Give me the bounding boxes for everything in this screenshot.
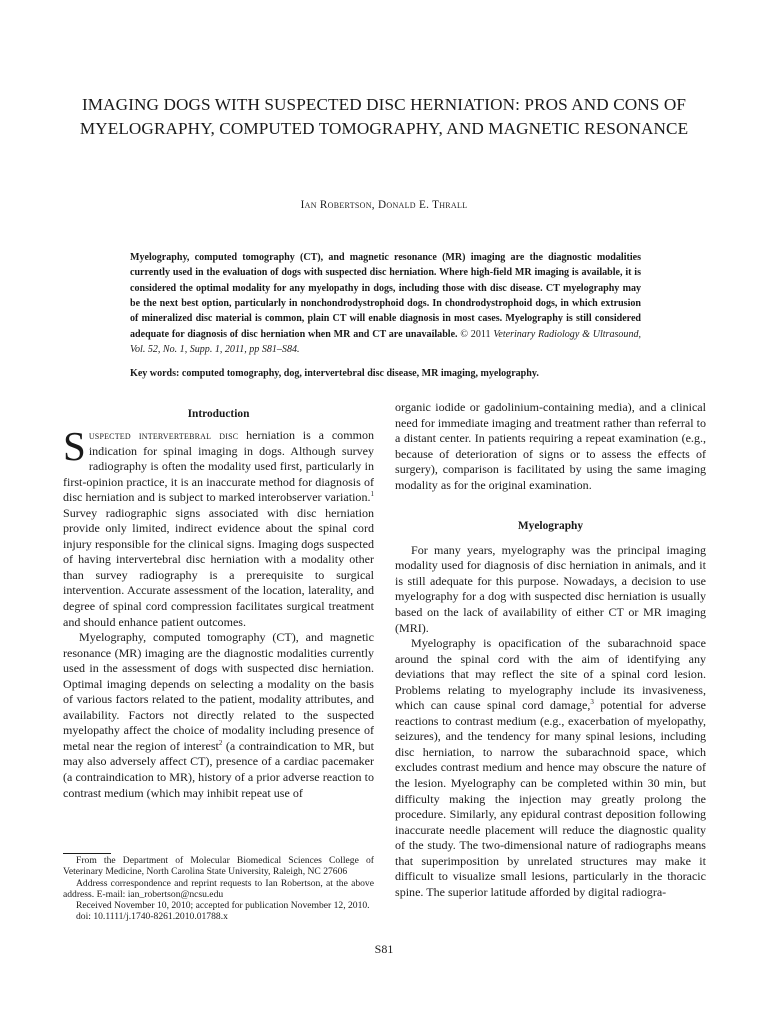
footnote-divider (63, 853, 111, 854)
page-number: S81 (374, 942, 394, 956)
intro-paragraph-2-continued: organic iodide or gadolinium-containing media), and a clinical need for immediate imaging and treatment rather than referral to a distant center. In patients requiring a repeat examination (e.g., because of deterioration of signs or to assess the effects of surgery), comparison is facilitated by using the same imaging modality as for the original examination. (395, 400, 706, 492)
right-column (395, 400, 706, 900)
intro-paragraph-1 (63, 423, 374, 630)
footnote-correspondence: Address correspondence and reprint requests to Ian Robertson, at the above address. E-mail: ian_robertson@ncsu.edu (63, 877, 374, 900)
footnote-received: Received November 10, 2010; accepted for publication November 12, 2010. (76, 900, 370, 912)
abstract (130, 250, 641, 357)
intro-text-1-end: Survey radiographic signs associated with disc herniation provide only limited, indirect evidence about the spinal cord injury responsible for the clinical signs. Imaging dogs suspected of having intervertebral disc herniation with a modality other than survey radiography is a prerequisite to surgical intervention. Accurate assessment of the location, laterality, and degree of spinal cord compression facilitates surgical treatment and should enhance patient outcomes. (63, 505, 374, 629)
footnote-doi: doi: 10.1111/j.1740-8261.2010.01788.x (76, 911, 228, 923)
drop-cap: S (63, 423, 86, 469)
footnote-affiliation: From the Department of Molecular Biomedical Sciences College of Veterinary Medicine, North Carolina State University, Raleigh, NC 27606 (63, 855, 374, 878)
author-list: Ian Robertson, Donald E. Thrall (300, 199, 468, 211)
myelo-text-2b: potential for adverse reactions to contrast medium (e.g., exacerbation of myelopathy, seizures), and the tendency for many spinal lesions, including disc herniation, to narrow the subarachnoid space, which excludes contrast medium and hence may obscure the nature of the lesion. Myelography can be completed within 30 min, but difficulty making the injection may greatly prolong the procedure. Similarly, any epidural contrast deposition following inaccurate needle placement will reduce the diagnostic quality of the study. The two-dimensional nature of radiographs means that superimposition by unrelated structures may make it difficult to visualize small lesions, particularly in the thoracic spine. The superior latitude afforded by digital radiogra- (395, 698, 706, 899)
myelo-paragraph-1: For many years, myelography was the principal imaging modality used for diagnosis of disc herniation in animals, and it is still adequate for this purpose. Nowadays, a decision to use myelography for a dog with suspected disc herniation is usually based on the lack of availability of either CT or MR imaging (MRI). (395, 542, 706, 635)
abstract-body: Myelography, computed tomography (CT), and magnetic resonance (MR) imaging are the diagnostic modalities currently used in the evaluation of dogs with suspected disc herniation. Where high-field MR imaging is available, it is considered the optimal modality for any myelopathy in dogs, including those with disc disease. CT myelography may be the next best option, particularly in nonchondrodystrophoid dogs. In chondrodystrophoid dogs, in which extrusion of mineralized disc material is common, plain CT will enable diagnosis in most cases. Myelography is still considered adequate for diagnosis of disc herniation when MR and CT are unavailable. (130, 252, 641, 340)
myelo-text-2a: Myelography is opacification of the subarachnoid space around the spinal cord with the aim of identifying any deviations that may reflect the site of a spinal cord lesion. Problems relating to myelography include its invasiveness, which can cause spinal cord damage, (395, 636, 706, 713)
section-heading-myelography: Myelography (517, 520, 584, 533)
article-title: IMAGING DOGS WITH SUSPECTED DISC HERNIATION: PROS AND CONS OF MYELOGRAPHY, COMPUTED TOMOGRAPHY, AND MAGNETIC RESONANCE (79, 95, 689, 138)
footnotes (63, 855, 374, 923)
intro-text-2b: (a contraindication to MR, but may also adversely affect CT), presence of a cardiac pacemaker (a contraindication to MR), history of a prior adverse reaction to contrast medium (which may inhibit repeat use of (63, 738, 374, 800)
left-column (63, 400, 374, 801)
keywords: Key words: computed tomography, dog, intervertebral disc disease, MR imaging, myelography. (130, 368, 539, 379)
intro-smallcaps-lead: uspected intervertebral disc (88, 428, 239, 442)
journal-citation: Veterinary Radiology & Ultrasound, Vol. 52, No. 1, Supp. 1, 2011, pp S81–S84. (130, 328, 642, 356)
reference-3: 3 (590, 698, 594, 707)
reference-1: 1 (370, 490, 374, 499)
section-heading-introduction: Introduction (187, 408, 250, 420)
myelo-paragraph-2 (395, 636, 706, 900)
reference-2: 2 (218, 738, 223, 747)
intro-text-2a: Myelography, computed tomography (CT), and magnetic resonance (MR) imaging are the diagnostic modalities currently used in the assessment of dogs with suspected disc herniation. Optimal imaging depends on selecting a modality on the basis of various factors related to the patient, modality attributes, and availability. Factors not directly related to the suspected myelopathy affect the choice of modality including presence of metal near the region of interest (63, 630, 374, 753)
intro-paragraph-2 (63, 630, 374, 801)
intro-text-1: herniation is a common indication for spinal imaging in dogs. Although survey radiography is often the modality used first, particularly in first-opinion practice, it is an inaccurate method for diagnosis of disc herniation and is subject to marked interobserver variation. (63, 428, 374, 505)
copyright: © 2011 (460, 328, 491, 340)
